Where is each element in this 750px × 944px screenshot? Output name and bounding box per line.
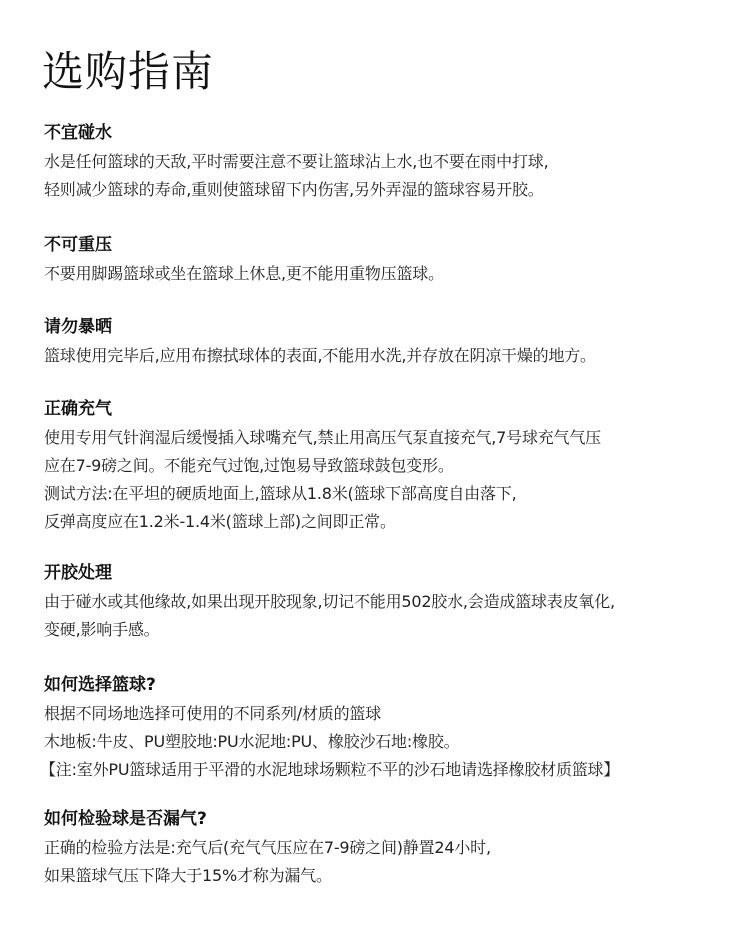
section-text: 变硬,影响手感。 [44, 620, 160, 639]
section-glue-repair [44, 560, 744, 644]
section-text: 如果篮球气压下降大于15%才称为漏气。 [44, 866, 332, 885]
section-no-pressure [44, 232, 744, 288]
section-text: 轻则减少篮球的寿命,重则使篮球留下内伤害,另外弄湿的篮球容易开胶。 [44, 180, 544, 199]
section-text: 应在7-9磅之间。不能充气过饱,过饱易导致篮球鼓包变形。 [44, 456, 454, 475]
section-no-water [44, 120, 744, 204]
section-heading: 不宜碰水 [44, 123, 112, 143]
section-text: 使用专用气针润湿后缓慢插入球嘴充气,禁止用高压气泵直接充气,7号球充气气压 [44, 428, 601, 447]
section-text: 篮球使用完毕后,应用布擦拭球体的表面,不能用水洗,并存放在阴凉干燥的地方。 [44, 346, 596, 365]
section-inflation [44, 396, 744, 536]
section-no-sun [44, 314, 744, 370]
section-text: 测试方法:在平坦的硬质地面上,篮球从1.8米(篮球下部高度自由落下, [44, 484, 517, 503]
section-heading: 如何选择篮球? [44, 675, 156, 695]
section-heading: 如何检验球是否漏气? [44, 809, 207, 829]
section-text: 水是任何篮球的天敌,平时需要注意不要让篮球沾上水,也不要在雨中打球, [44, 152, 549, 171]
section-text: 不要用脚踢篮球或坐在篮球上休息,更不能用重物压篮球。 [44, 264, 444, 283]
section-text: 木地板:牛皮、PU塑胶地:PU水泥地:PU、橡胶沙石地:橡胶。 [44, 732, 460, 751]
section-heading: 请勿暴晒 [44, 317, 112, 337]
page-title: 选购指南 [42, 47, 215, 96]
section-heading: 不可重压 [44, 235, 112, 255]
section-choose-ball [40, 672, 744, 784]
section-text: 正确的检验方法是:充气后(充气气压应在7-9磅之间)静置24小时, [44, 838, 491, 857]
section-heading: 开胶处理 [44, 563, 112, 583]
section-text: 根据不同场地选择可使用的不同系列/材质的篮球 [44, 704, 381, 723]
section-leak-check [44, 806, 744, 890]
section-note: 【注:室外PU篮球适用于平滑的水泥地球场颗粒不平的沙石地请选择橡胶材质篮球】 [40, 760, 620, 779]
section-heading: 正确充气 [44, 399, 112, 419]
section-text: 由于碰水或其他缘故,如果出现开胶现象,切记不能用502胶水,会造成篮球表皮氧化, [44, 592, 615, 611]
section-text: 反弹高度应在1.2米-1.4米(篮球上部)之间即正常。 [44, 512, 396, 531]
